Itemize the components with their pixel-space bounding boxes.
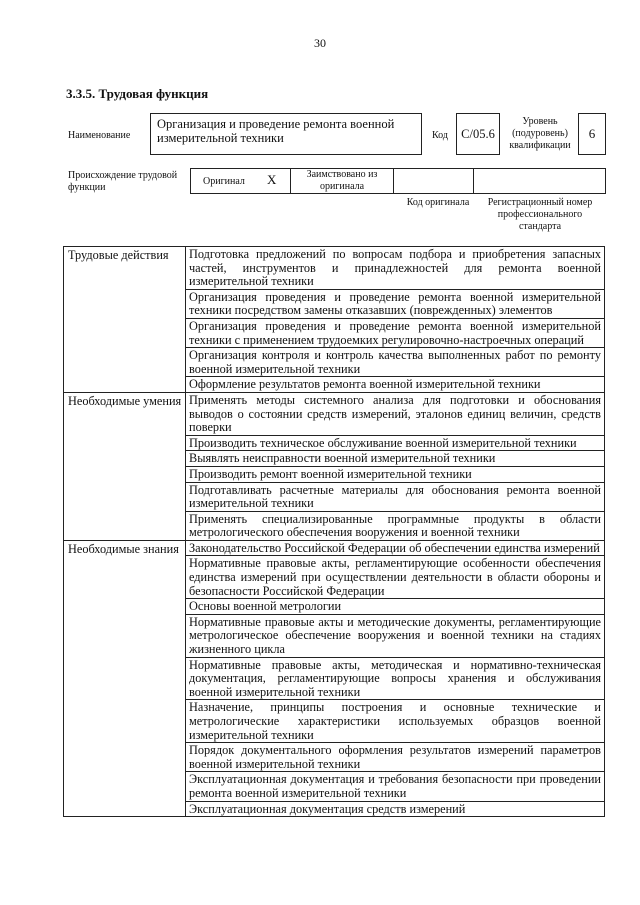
page-number: 30 bbox=[314, 36, 326, 50]
table-row bbox=[64, 540, 605, 556]
list-item: Порядок документального оформления результатов измерений параметров военной измерительной техники bbox=[186, 743, 605, 772]
cell-divider bbox=[393, 169, 394, 193]
level-box bbox=[578, 113, 606, 155]
reg-number-label: Регистрационный номер профессионального стандарта bbox=[487, 197, 593, 232]
section-title: 3.3.5. Трудовая функция bbox=[66, 86, 209, 101]
section-heading: Трудовые действия bbox=[64, 247, 186, 393]
list-item: Нормативные правовые акты, методическая и нормативно-техническая документация, регламентирующие вопросы хранения и обслуживания военной измерительной техники bbox=[186, 657, 605, 700]
original-mark: X bbox=[267, 172, 277, 187]
list-item: Организация проведения и проведение ремонта военной измерительной техники с применением трудоемких регулировочно-настроечных операций bbox=[186, 318, 605, 347]
list-item: Производить ремонт военной измерительной техники bbox=[186, 466, 605, 482]
list-item: Назначение, принципы построения и основные технические и метрологические характеристики используемых образцов военной измерительной техники bbox=[186, 700, 605, 743]
table-row bbox=[64, 247, 605, 290]
function-name-box bbox=[150, 113, 422, 155]
borrowed-label: Заимствовано из оригинала bbox=[306, 169, 378, 192]
code-box bbox=[456, 113, 500, 155]
list-item: Организация контроля и контроль качества выполненных работ по ремонту военной измерительной техники bbox=[186, 348, 605, 377]
code-value: C/05.6 bbox=[461, 126, 495, 141]
code-label: Код bbox=[432, 130, 448, 141]
labour-function-table bbox=[63, 246, 605, 817]
list-item: Производить техническое обслуживание военной измерительной техники bbox=[186, 435, 605, 451]
list-item: Эксплуатационная документация средств измерений bbox=[186, 801, 605, 817]
cell-divider bbox=[473, 169, 474, 193]
origin-table bbox=[190, 168, 606, 194]
original-label: Оригинал bbox=[203, 176, 245, 187]
list-item: Основы военной метрологии bbox=[186, 599, 605, 615]
list-item: Законодательство Российской Федерации об обеспечении единства измерений bbox=[186, 540, 605, 556]
list-item: Подготовка предложений по вопросам подбора и приобретения запасных частей, инструментов и принадлежностей для ремонта военной измерительной техники bbox=[186, 247, 605, 290]
list-item: Применять методы системного анализа для подготовки и обоснования выводов о состоянии средств измерений, эталонов единиц величин, средств поверки bbox=[186, 392, 605, 435]
list-item: Эксплуатационная документация и требования безопасности при проведении ремонта военной измерительной техники bbox=[186, 772, 605, 801]
origin-code-label: Код оригинала bbox=[406, 197, 470, 208]
list-item: Нормативные правовые акты, регламентирующие особенности обеспечения единства измерений при осуществлении деятельности в области обороны и безопасности Российской Федерации bbox=[186, 556, 605, 599]
list-item: Применять специализированные программные продукты в области метрологического обеспечения вооружения и военной техники bbox=[186, 511, 605, 540]
section-heading: Необходимые знания bbox=[64, 540, 186, 816]
table-row bbox=[64, 392, 605, 435]
function-name: Организация и проведение ремонта военной измерительной техники bbox=[157, 117, 395, 145]
level-value: 6 bbox=[588, 126, 596, 141]
name-label: Наименование bbox=[68, 130, 131, 141]
list-item: Выявлять неисправности военной измерительной техники bbox=[186, 451, 605, 467]
list-item: Организация проведения и проведение ремонта военной измерительной техники посредством замены отказавших (поврежденных) элементов bbox=[186, 289, 605, 318]
list-item: Подготавливать расчетные материалы для обоснования ремонта военной измерительной техники bbox=[186, 482, 605, 511]
list-item: Нормативные правовые акты и методические документы, регламентирующие метрологическое обеспечение вооружения и военной техники на стадиях жизненного цикла bbox=[186, 614, 605, 657]
section-heading: Необходимые умения bbox=[64, 392, 186, 540]
level-label: Уровень (подуровень) квалификации bbox=[509, 116, 571, 151]
origin-label: Происхождение трудовой функции bbox=[68, 170, 178, 193]
list-item: Оформление результатов ремонта военной измерительной техники bbox=[186, 377, 605, 393]
